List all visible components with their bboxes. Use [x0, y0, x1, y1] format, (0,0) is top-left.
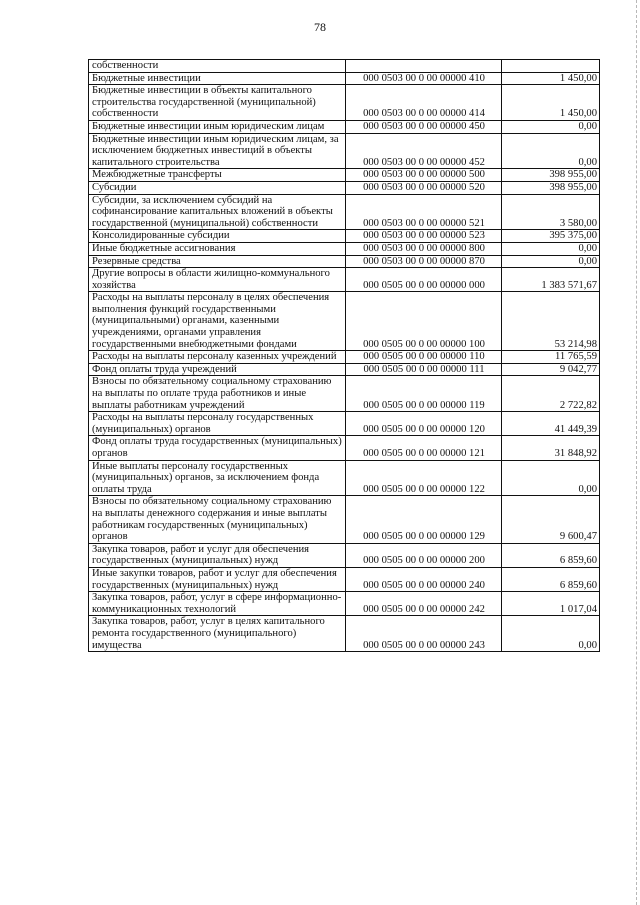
row-code: 000 0505 00 0 00 00000 100 [346, 292, 502, 351]
row-amount: 0,00 [502, 616, 600, 652]
row-code: 000 0505 00 0 00 00000 121 [346, 436, 502, 460]
row-name: Закупка товаров, работ, услуг в целях капитального ремонта государственного (муниципального) имущества [89, 616, 346, 652]
row-amount: 1 450,00 [502, 72, 600, 85]
row-amount: 2 722,82 [502, 376, 600, 412]
table-row [89, 292, 600, 351]
row-name: Расходы на выплаты персоналу в целях обеспечения выполнения функций государственными (муниципальными) органами, казенными учреждениями, органами управления государственными внебюджетными фондами [89, 292, 346, 351]
row-name: Бюджетные инвестиции иным юридическим лицам, за исключением бюджетных инвестиций в объекты капитального строительства [89, 133, 346, 169]
row-name: Субсидии [89, 181, 346, 194]
row-amount: 11 765,59 [502, 351, 600, 364]
row-name: Резервные средства [89, 255, 346, 268]
row-code: 000 0505 00 0 00 00000 110 [346, 351, 502, 364]
row-code: 000 0505 00 0 00 00000 129 [346, 496, 502, 543]
row-code: 000 0503 00 0 00 00000 870 [346, 255, 502, 268]
table-row [89, 242, 600, 255]
row-name: Консолидированные субсидии [89, 230, 346, 243]
row-name: Межбюджетные трансферты [89, 169, 346, 182]
table-row [89, 194, 600, 230]
row-code: 000 0503 00 0 00 00000 523 [346, 230, 502, 243]
row-amount: 53 214,98 [502, 292, 600, 351]
row-name: Закупка товаров, работ, услуг в сфере информационно-коммуникационных технологий [89, 592, 346, 616]
row-code: 000 0503 00 0 00 00000 521 [346, 194, 502, 230]
row-code: 000 0503 00 0 00 00000 450 [346, 120, 502, 133]
row-code: 000 0503 00 0 00 00000 520 [346, 181, 502, 194]
row-code: 000 0505 00 0 00 00000 119 [346, 376, 502, 412]
table-row [89, 543, 600, 567]
row-code: 000 0503 00 0 00 00000 800 [346, 242, 502, 255]
row-amount: 9 600,47 [502, 496, 600, 543]
row-amount: 398 955,00 [502, 181, 600, 194]
table-row [89, 592, 600, 616]
table-row [89, 496, 600, 543]
table-row [89, 460, 600, 496]
table-row [89, 616, 600, 652]
table-row [89, 436, 600, 460]
row-amount: 0,00 [502, 133, 600, 169]
row-amount: 3 580,00 [502, 194, 600, 230]
row-name: Субсидии, за исключением субсидий на софинансирование капитальных вложений в объекты государственной (муниципальной) собственности [89, 194, 346, 230]
row-code: 000 0505 00 0 00 00000 243 [346, 616, 502, 652]
row-name: Бюджетные инвестиции иным юридическим лицам [89, 120, 346, 133]
row-amount: 31 848,92 [502, 436, 600, 460]
row-code: 000 0505 00 0 00 00000 242 [346, 592, 502, 616]
table-row [89, 255, 600, 268]
row-amount: 395 375,00 [502, 230, 600, 243]
row-name: Бюджетные инвестиции в объекты капитального строительства государственной (муниципальной) собственности [89, 85, 346, 121]
table-row [89, 72, 600, 85]
budget-table [88, 59, 600, 652]
table-row [89, 60, 600, 73]
row-amount: 0,00 [502, 242, 600, 255]
table-row [89, 230, 600, 243]
row-name: Фонд оплаты труда учреждений [89, 363, 346, 376]
scan-edge-divider [636, 0, 640, 905]
row-name: Другие вопросы в области жилищно-коммунального хозяйства [89, 268, 346, 292]
row-amount: 0,00 [502, 255, 600, 268]
row-code: 000 0503 00 0 00 00000 410 [346, 72, 502, 85]
row-code: 000 0505 00 0 00 00000 111 [346, 363, 502, 376]
row-amount: 1 383 571,67 [502, 268, 600, 292]
table-row [89, 181, 600, 194]
row-amount: 0,00 [502, 460, 600, 496]
row-name: собственности [89, 60, 346, 73]
row-code: 000 0505 00 0 00 00000 000 [346, 268, 502, 292]
row-code: 000 0503 00 0 00 00000 414 [346, 85, 502, 121]
row-amount: 0,00 [502, 120, 600, 133]
row-code: 000 0503 00 0 00 00000 500 [346, 169, 502, 182]
row-name: Взносы по обязательному социальному страхованию на выплаты по оплате труда работников и иные выплаты работникам учреждений [89, 376, 346, 412]
row-name: Иные закупки товаров, работ и услуг для обеспечения государственных (муниципальных) нужд [89, 567, 346, 591]
table-row [89, 412, 600, 436]
table-row [89, 85, 600, 121]
row-name: Расходы на выплаты персоналу казенных учреждений [89, 351, 346, 364]
row-amount [502, 60, 600, 73]
row-amount: 41 449,39 [502, 412, 600, 436]
row-name: Иные выплаты персоналу государственных (муниципальных) органов, за исключением фонда оплаты труда [89, 460, 346, 496]
row-name: Фонд оплаты труда государственных (муниципальных) органов [89, 436, 346, 460]
table-row [89, 169, 600, 182]
row-amount: 1 450,00 [502, 85, 600, 121]
row-amount: 9 042,77 [502, 363, 600, 376]
row-code: 000 0503 00 0 00 00000 452 [346, 133, 502, 169]
row-code: 000 0505 00 0 00 00000 200 [346, 543, 502, 567]
table-row [89, 351, 600, 364]
row-code: 000 0505 00 0 00 00000 122 [346, 460, 502, 496]
row-code [346, 60, 502, 73]
row-amount: 398 955,00 [502, 169, 600, 182]
table-row [89, 567, 600, 591]
table-row [89, 363, 600, 376]
row-name: Взносы по обязательному социальному страхованию на выплаты денежного содержания и иные выплаты работникам государственных (муниципальных) органов [89, 496, 346, 543]
row-code: 000 0505 00 0 00 00000 120 [346, 412, 502, 436]
table-row [89, 376, 600, 412]
row-name: Закупка товаров, работ и услуг для обеспечения государственных (муниципальных) нужд [89, 543, 346, 567]
row-name: Иные бюджетные ассигнования [89, 242, 346, 255]
row-amount: 1 017,04 [502, 592, 600, 616]
row-amount: 6 859,60 [502, 567, 600, 591]
row-name: Бюджетные инвестиции [89, 72, 346, 85]
table-row [89, 268, 600, 292]
table-row [89, 120, 600, 133]
row-code: 000 0505 00 0 00 00000 240 [346, 567, 502, 591]
budget-table-body [89, 60, 600, 652]
row-amount: 6 859,60 [502, 543, 600, 567]
table-row [89, 133, 600, 169]
row-name: Расходы на выплаты персоналу государственных (муниципальных) органов [89, 412, 346, 436]
page-number: 78 [314, 20, 326, 34]
